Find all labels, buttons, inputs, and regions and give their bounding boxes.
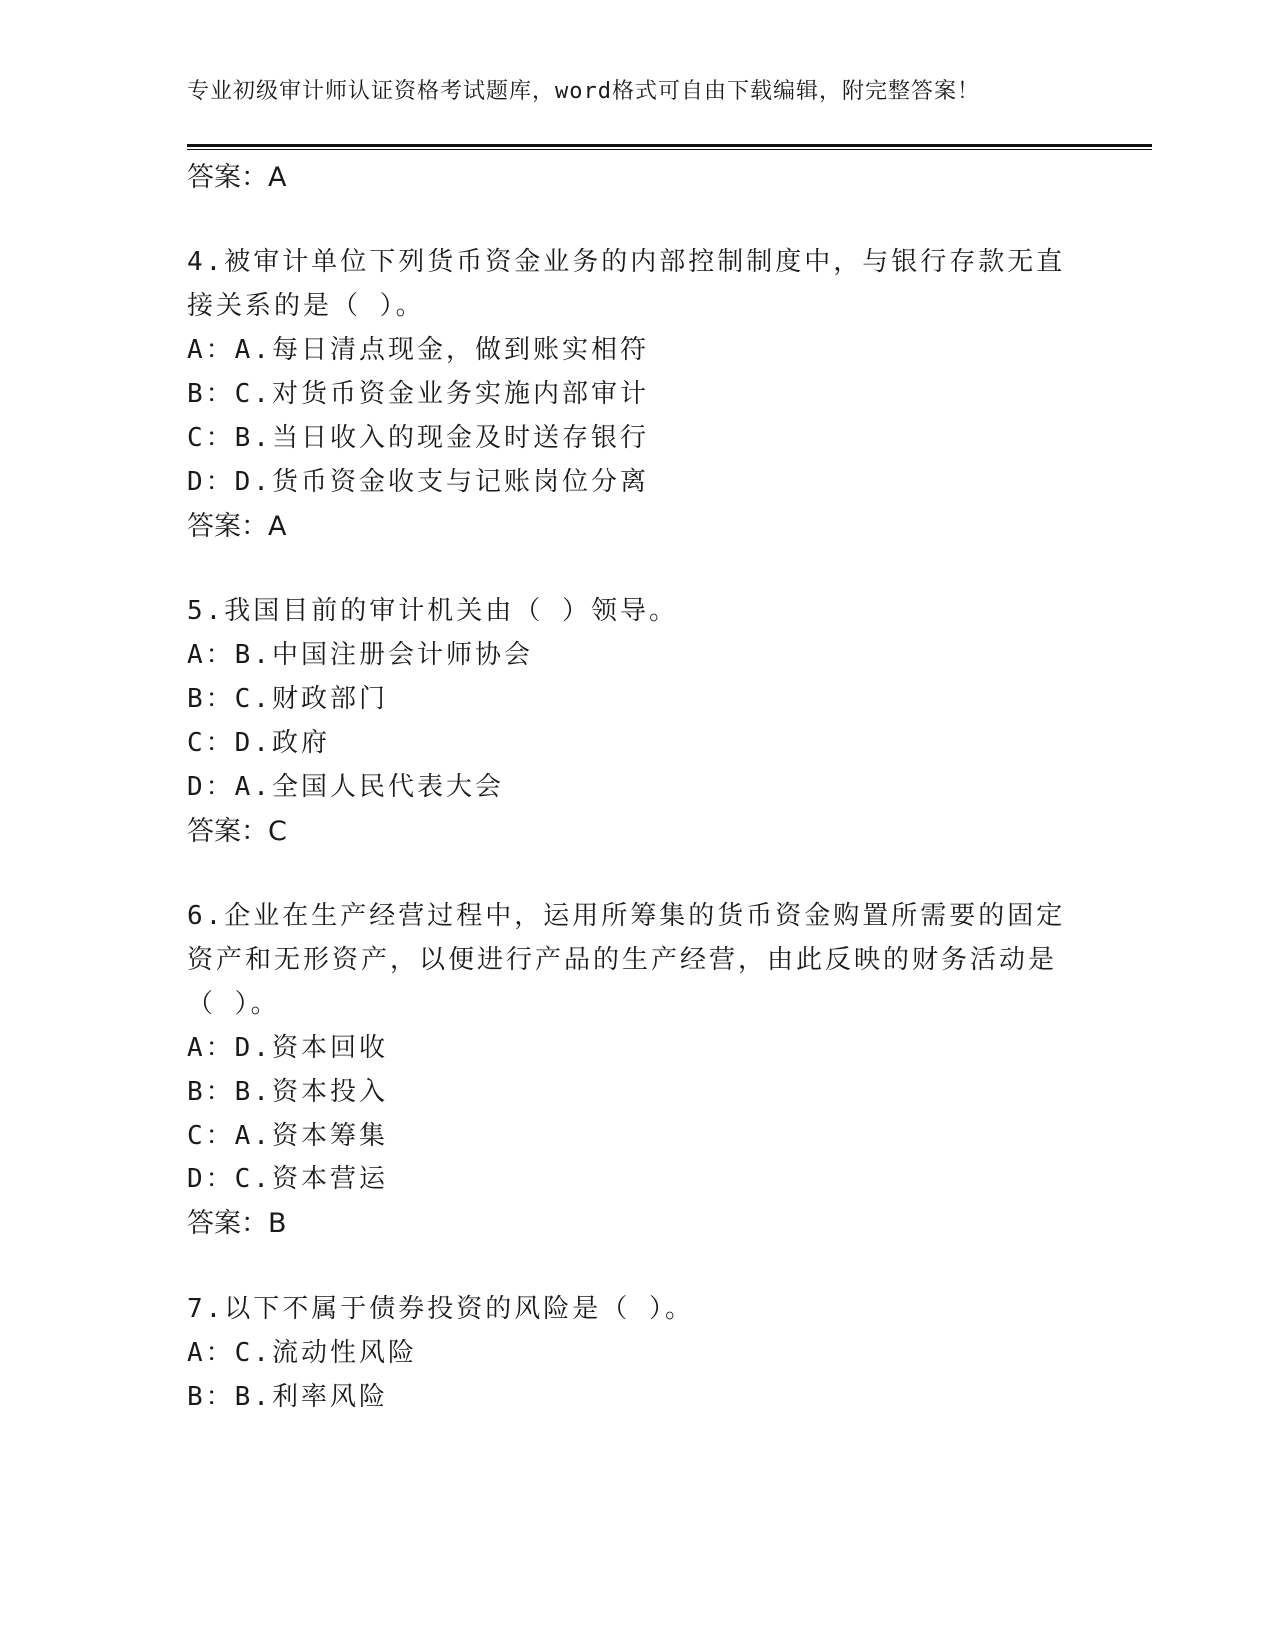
question-5-option-b: B：C.财政部门: [187, 684, 388, 714]
answer-text: 答案：A: [187, 162, 287, 193]
question-4-option-a: A：A.每日清点现金，做到账实相符: [187, 335, 649, 365]
question-4-option-b: B：C.对货币资金业务实施内部审计: [187, 379, 649, 409]
question-5-option-d: D：A.全国人民代表大会: [187, 772, 504, 802]
page-header: 专业初级审计师认证资格考试题库，word格式可自由下载编辑，附完整答案！: [187, 79, 980, 104]
question-6-text: 6.企业在生产经营过程中，运用所筹集的货币资金购置所需要的固定: [187, 901, 1066, 931]
question-5-option-a: A：B.中国注册会计师协会: [187, 640, 533, 670]
question-6-option-c: C：A.资本筹集: [187, 1121, 388, 1151]
question-5-answer: 答案：C: [187, 816, 287, 847]
question-4-option-c: C：B.当日收入的现金及时送存银行: [187, 423, 649, 453]
question-4-text: 接关系的是（ ）。: [187, 291, 425, 321]
question-6-text: （ ）。: [187, 989, 280, 1019]
question-6-option-b: B：B.资本投入: [187, 1077, 388, 1107]
question-4-option-d: D：D.货币资金收支与记账岗位分离: [187, 467, 649, 497]
question-7-option-b: B：B.利率风险: [187, 1382, 388, 1412]
question-6-option-d: D：C.资本营运: [187, 1164, 388, 1194]
question-4-text: 4.被审计单位下列货币资金业务的内部控制制度中，与银行存款无直: [187, 247, 1066, 277]
question-6-text: 资产和无形资产，以便进行产品的生产经营，由此反映的财务活动是: [187, 945, 1058, 975]
question-7-text: 7.以下不属于债券投资的风险是（ ）。: [187, 1294, 694, 1324]
question-6-option-a: A：D.资本回收: [187, 1033, 388, 1063]
question-7-option-a: A：C.流动性风险: [187, 1338, 417, 1368]
question-4-answer: 答案：A: [187, 511, 287, 542]
header-rule-thin: [187, 149, 1152, 150]
header-rule-thick: [187, 144, 1152, 147]
question-6-answer: 答案：B: [187, 1208, 287, 1239]
question-5-option-c: C：D.政府: [187, 728, 330, 758]
question-5-text: 5.我国目前的审计机关由（ ）领导。: [187, 596, 678, 626]
